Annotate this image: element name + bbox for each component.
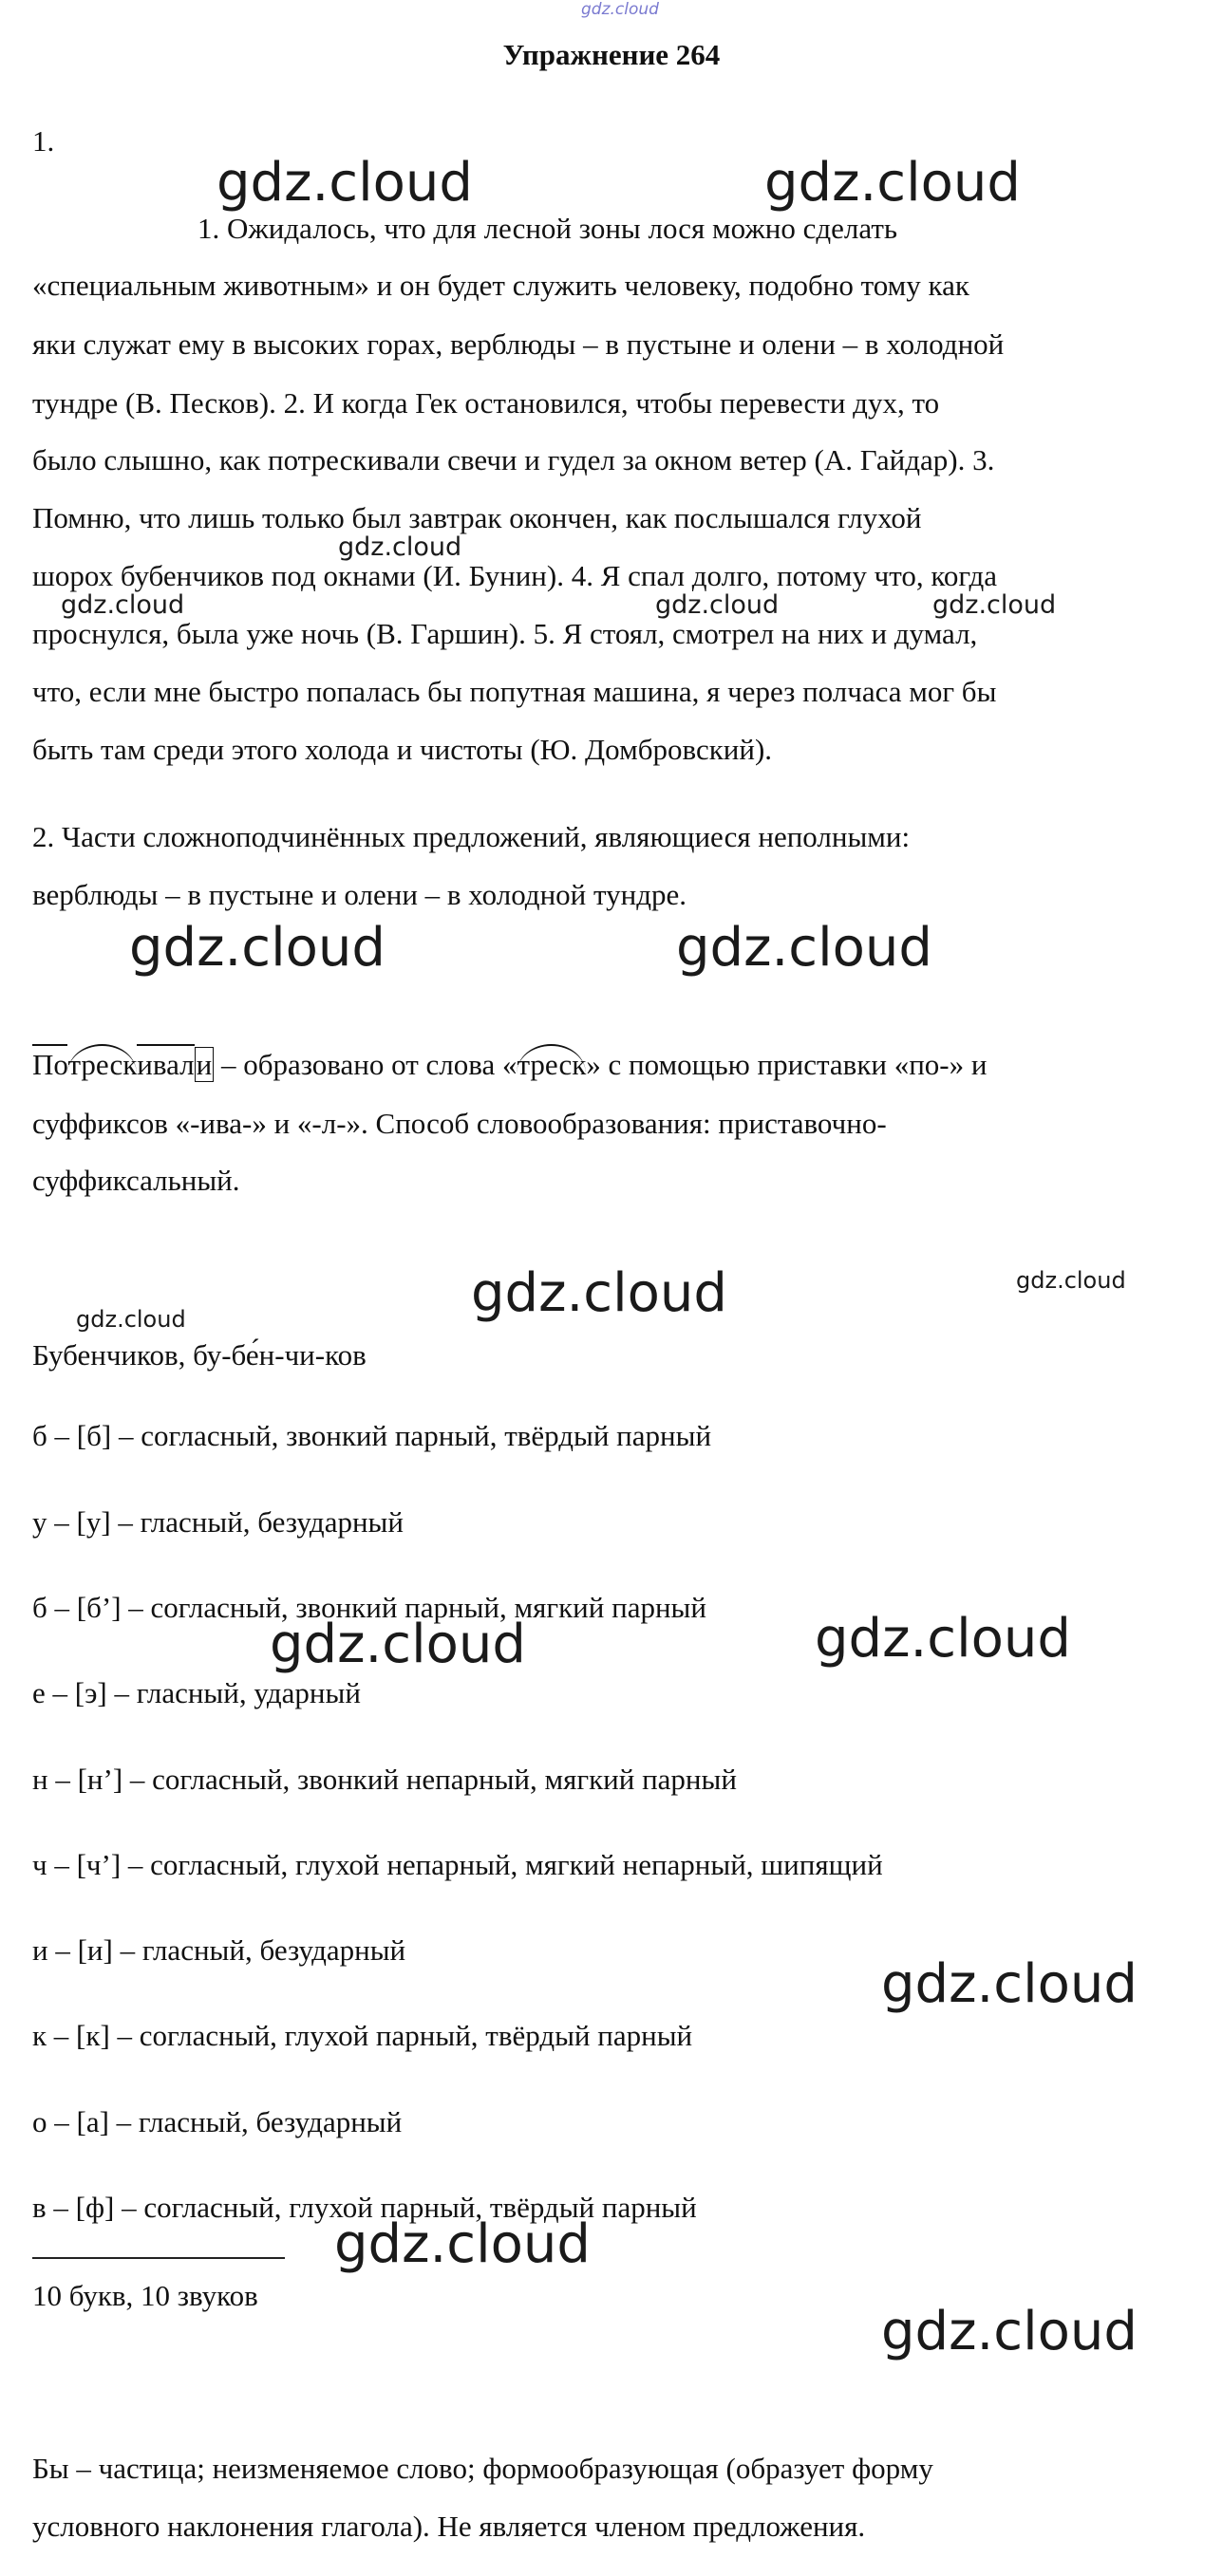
phonetic-summary: 10 букв, 10 звуков [32,2279,258,2312]
watermark-text: gdz.cloud [881,2301,1138,2362]
particle-line-2: условного наклонения глагола). Не является членом предложения. [32,2510,866,2543]
text-line-2: «специальным животным» и он будет служить человеку, подобно тому как [32,269,969,302]
text-line-6: Помню, что лишь только был завтрак окончен, как послышался глухой [32,501,922,534]
watermark-text: gdz.cloud [764,152,1021,214]
watermark-text: gdz.cloud [676,917,932,979]
phonetic-row: ч – [ч’] – согласный, глухой непарный, мягкий непарный, шипящий [32,1848,883,1881]
site-watermark-top: gdz.cloud [581,0,659,19]
watermark-text: gdz.cloud [270,1614,526,1675]
morphemic-text-2: » с помощью приставки «по-» и [586,1048,988,1081]
phonetic-row: о – [а] – гласный, безударный [32,2105,403,2138]
text-line-3: яки служат ему в высоких горах, верблюды – в пустыне и олени – в холодной [32,327,1005,361]
section-number: 1. [32,124,55,158]
watermark-text: gdz.cloud [334,2213,591,2275]
phonetic-row: б – [б’] – согласный, звонкий парный, мягкий парный [32,1591,706,1624]
watermark-text: gdz.cloud [815,1608,1071,1670]
text-line-8: проснулся, была уже ночь (В. Гаршин). 5. Я стоял, смотрел на них и думал, [32,617,978,650]
morphemic-line-2: суффиксов «-ива-» и «-л-». Способ словообразования: приставочно- [32,1107,887,1140]
phonetic-row: н – [н’] – согласный, звонкий непарный, мягкий парный [32,1763,737,1796]
prefix-mark: По [32,1044,67,1081]
watermark-text: gdz.cloud [655,590,780,620]
phonetic-row: к – [к] – согласный, глухой парный, твёрдый парный [32,2019,693,2052]
morphemic-text-1: – образовано от слова « [214,1048,517,1081]
text-line-10: быть там среди этого холода и чистоты (Ю. Домбровский). [32,733,773,766]
summary-divider [32,2257,285,2259]
watermark-text: gdz.cloud [881,1953,1138,2015]
watermark-text: gdz.cloud [129,917,386,979]
source-root-mark: треск [517,1044,586,1081]
phonetic-row: б – [б] – согласный, звонкий парный, твёрдый парный [32,1419,712,1452]
morphemic-line-1 [32,1050,987,1079]
morphemic-line-3: суффиксальный. [32,1164,240,1197]
ending-mark: и [196,1048,213,1081]
phonetic-heading: Бубенчиков, бу-бе́н-чи-ков [32,1338,367,1372]
phonetic-row: у – [у] – гласный, безударный [32,1505,404,1539]
watermark-text: gdz.cloud [471,1262,727,1324]
text-line-4: тундре (В. Песков). 2. И когда Гек остановился, чтобы перевести дух, то [32,386,940,420]
text-line-7: шорох бубенчиков под окнами (И. Бунин). 4. Я спал долго, потому что, когда [32,559,998,592]
watermark-text: gdz.cloud [61,590,185,620]
particle-line-1: Бы – частица; неизменяемое слово; формообразующая (образует форму [32,2452,933,2485]
text-line-5: было слышно, как потрескивали свечи и гудел за окном ветер (А. Гайдар). 3. [32,443,995,476]
section2-line-2: верблюды – в пустыне и олени – в холодной тундре. [32,878,687,911]
phonetic-row: и – [и] – гласный, безударный [32,1933,406,1967]
watermark-text: gdz.cloud [216,152,473,214]
watermark-text: gdz.cloud [1016,1267,1126,1294]
root-mark: треск [67,1044,137,1081]
suffix-mark-2: л [179,1044,194,1081]
watermark-text: gdz.cloud [932,590,1057,620]
watermark-text: gdz.cloud [338,532,462,562]
section2-line-1: 2. Части сложноподчинённых предложений, являющиеся неполными: [32,820,911,853]
suffix-mark-1: ива [137,1044,179,1081]
exercise-title: Упражнение 264 [502,38,721,71]
phonetic-row: е – [э] – гласный, ударный [32,1676,361,1709]
text-line-9: что, если мне быстро попалась бы попутная машина, я через полчаса мог бы [32,675,997,708]
watermark-text: gdz.cloud [76,1306,186,1333]
text-line-1: 1. Ожидалось, что для лесной зоны лося можно сделать [198,212,898,245]
phonetic-row: в – [ф] – согласный, глухой парный, твёрдый парный [32,2191,697,2224]
